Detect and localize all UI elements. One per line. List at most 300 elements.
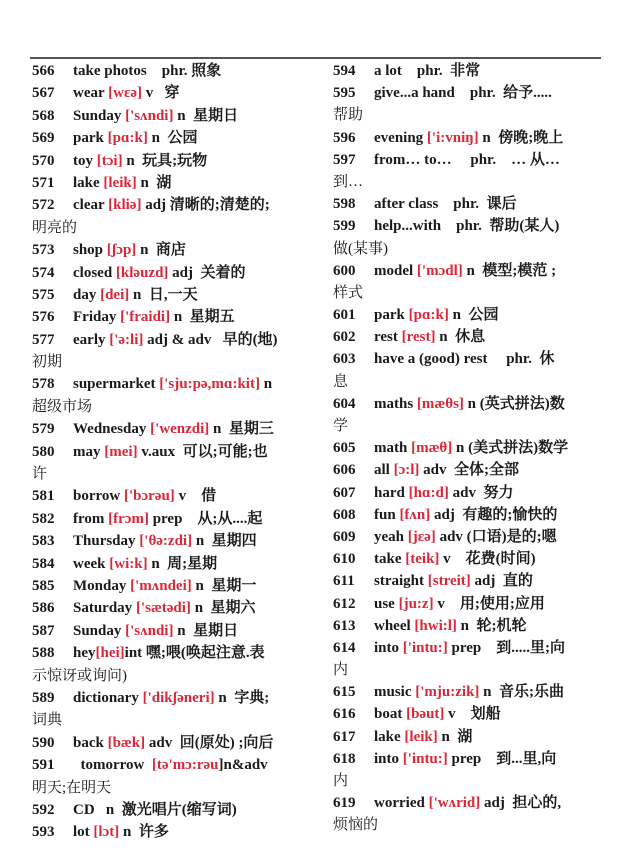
entry-number: 589 bbox=[32, 689, 55, 706]
entry-number: 575 bbox=[32, 286, 55, 303]
vocab-entry bbox=[32, 597, 320, 619]
entry-phonetic: [teik] bbox=[405, 551, 440, 568]
entry-word: fun bbox=[374, 506, 400, 523]
entry-number: 571 bbox=[32, 174, 55, 191]
entry-phonetic: ['intu:] bbox=[402, 750, 448, 767]
entry-phonetic: [hwi:l] bbox=[414, 617, 457, 634]
entry-continuation: 做(某事) bbox=[333, 240, 388, 257]
entry-word: dictionary bbox=[73, 689, 143, 706]
entry-definition: ]n&adv bbox=[218, 757, 268, 774]
entry-definition: v 划船 bbox=[444, 706, 501, 723]
right-column bbox=[333, 60, 605, 837]
entry-continuation: 内 bbox=[333, 773, 349, 789]
vocab-entry bbox=[32, 821, 320, 843]
entry-line bbox=[32, 553, 320, 575]
entry-phonetic: ['mju:zik] bbox=[415, 684, 480, 701]
entry-phonetic: [hɑ:d] bbox=[408, 484, 449, 501]
entry-phonetic: [bəut] bbox=[406, 706, 445, 723]
vocab-entry bbox=[333, 703, 605, 725]
entry-word: Sunday bbox=[73, 622, 126, 639]
entry-number: 613 bbox=[333, 617, 356, 634]
entry-number: 568 bbox=[32, 107, 55, 124]
entry-definition: n 模型;模范 ; bbox=[462, 262, 557, 279]
entry-definition: adj 担心的, bbox=[480, 795, 562, 812]
vocab-entry bbox=[333, 304, 605, 326]
entry-number: 606 bbox=[333, 462, 356, 479]
entry-line bbox=[32, 373, 320, 395]
entry-number: 596 bbox=[333, 129, 356, 146]
entry-line bbox=[333, 593, 605, 615]
entry-number: 583 bbox=[32, 533, 55, 550]
entry-line bbox=[333, 437, 605, 459]
entry-word: yeah bbox=[374, 528, 408, 545]
vocab-entry bbox=[333, 681, 605, 703]
entry-phonetic: [hei] bbox=[95, 645, 125, 662]
entry-number: 593 bbox=[32, 824, 55, 841]
entry-word: toy bbox=[73, 152, 97, 169]
vocab-entry bbox=[32, 642, 320, 687]
entry-number: 598 bbox=[333, 196, 356, 213]
vocab-entry bbox=[32, 754, 320, 799]
vocab-entry bbox=[32, 687, 320, 732]
entry-word: take photos bbox=[73, 63, 147, 79]
entry-phonetic: ['bɔrəu] bbox=[123, 488, 175, 505]
vocab-entry bbox=[32, 262, 320, 284]
entry-definition: n 星期日 bbox=[173, 107, 239, 124]
entry-word: music bbox=[374, 684, 416, 701]
entry-word: hey bbox=[73, 645, 96, 662]
entry-number: 614 bbox=[333, 639, 356, 656]
entry-number: 616 bbox=[333, 706, 356, 723]
entry-line bbox=[32, 732, 320, 754]
entry-word: rest bbox=[374, 329, 402, 346]
entry-phonetic: ['intu:] bbox=[402, 639, 448, 656]
entry-number: 578 bbox=[32, 376, 55, 393]
entry-phonetic: [mæθ] bbox=[411, 440, 453, 457]
entry-phonetic: ['wʌrid] bbox=[428, 795, 481, 812]
entry-word: lake bbox=[73, 174, 104, 191]
entry-number: 612 bbox=[333, 595, 356, 612]
entry-phonetic: ['dikʃəneri] bbox=[142, 689, 215, 706]
entry-line bbox=[32, 262, 320, 284]
entry-word: model bbox=[374, 262, 417, 279]
entry-line bbox=[333, 459, 605, 481]
entry-line bbox=[333, 326, 605, 348]
vocab-entry bbox=[333, 548, 605, 570]
entry-definition: n 星期四 bbox=[192, 533, 257, 550]
entry-word: supermarket bbox=[73, 376, 160, 393]
entry-word: evening bbox=[374, 129, 427, 146]
entry-phonetic: ['fraidi] bbox=[120, 309, 171, 326]
entry-number: 579 bbox=[32, 421, 55, 438]
entry-phonetic: [ɔ:l] bbox=[393, 462, 420, 479]
entry-phonetic: [ju:z] bbox=[398, 595, 434, 612]
entry-word: have a (good) rest bbox=[374, 351, 488, 368]
vocab-entry bbox=[333, 260, 605, 304]
entry-line bbox=[333, 82, 605, 104]
entry-number: 595 bbox=[333, 85, 356, 102]
left-column bbox=[32, 60, 320, 844]
entry-definition: phr. 非常 bbox=[401, 63, 481, 79]
entry-line bbox=[32, 799, 320, 821]
entry-number: 588 bbox=[32, 645, 55, 662]
entry-phonetic: ['sʌndi] bbox=[125, 622, 174, 639]
vocab-entry bbox=[333, 482, 605, 504]
entry-word: take bbox=[374, 551, 406, 568]
vocab-entry bbox=[32, 530, 320, 552]
entry-number: 617 bbox=[333, 728, 356, 745]
entry-word: closed bbox=[73, 264, 116, 281]
entry-word: use bbox=[374, 595, 399, 612]
entry-line bbox=[333, 127, 605, 149]
entry-word: clear bbox=[73, 197, 109, 214]
entry-definition: n 星期三 bbox=[209, 421, 274, 438]
entry-word: from bbox=[73, 510, 109, 527]
vocab-entry bbox=[32, 172, 320, 194]
entry-continuation: 示惊讶或询问) bbox=[32, 667, 127, 684]
entry-line bbox=[32, 82, 320, 104]
entry-definition: n 星期五 bbox=[170, 309, 235, 326]
entry-word: Friday bbox=[73, 309, 121, 326]
entry-definition: adv (口语)是的;嗯 bbox=[435, 528, 557, 545]
entry-definition: n 星期日 bbox=[173, 622, 239, 639]
vocab-entry bbox=[333, 193, 605, 215]
entry-phonetic: [bæk] bbox=[107, 734, 146, 751]
entry-definition: n 周;星期 bbox=[147, 555, 218, 572]
entry-line bbox=[32, 239, 320, 261]
entry-phonetic: [fʌn] bbox=[399, 506, 431, 523]
entry-phonetic: [streit] bbox=[427, 573, 471, 590]
entry-number: 619 bbox=[333, 795, 356, 812]
entry-line bbox=[32, 306, 320, 328]
vocab-entry bbox=[32, 239, 320, 261]
entry-line bbox=[32, 642, 320, 664]
vocab-entry bbox=[32, 485, 320, 507]
entry-phonetic: [dei] bbox=[100, 286, 130, 303]
entry-word: hard bbox=[374, 484, 409, 501]
entry-definition: n 商店 bbox=[136, 242, 186, 259]
vocab-entry bbox=[333, 215, 605, 259]
entry-phonetic: ['mɔdl] bbox=[416, 262, 463, 279]
vocab-entry bbox=[333, 437, 605, 459]
entry-number: 585 bbox=[32, 577, 55, 594]
vocab-entry bbox=[32, 284, 320, 306]
entry-line bbox=[333, 348, 605, 370]
entry-line bbox=[333, 149, 605, 171]
entry-continuation: 息 bbox=[333, 373, 349, 390]
entry-number: 603 bbox=[333, 351, 356, 368]
entry-number: 604 bbox=[333, 395, 356, 412]
entry-definition: adj 有趣的;愉快的 bbox=[430, 506, 558, 523]
entry-phonetic: ['θə:zdi] bbox=[139, 533, 193, 550]
entry-definition: n (英式拼法)数 bbox=[463, 395, 565, 412]
vocab-entry bbox=[32, 441, 320, 486]
entry-phonetic: [lɔt] bbox=[93, 824, 120, 841]
entry-word: Sunday bbox=[73, 107, 126, 124]
entry-number: 592 bbox=[32, 801, 55, 818]
entry-continuation: 烦恼的 bbox=[333, 817, 379, 834]
entry-phonetic: [wɛə] bbox=[108, 85, 143, 102]
entry-number: 607 bbox=[333, 484, 356, 501]
entry-continuation: 明亮的 bbox=[32, 219, 78, 236]
entry-line bbox=[32, 441, 320, 463]
entry-definition: adv 回(原处) ;向后 bbox=[145, 734, 274, 751]
entry-definition: int 嘿;喂(唤起注意.表 bbox=[124, 645, 265, 662]
entry-line bbox=[32, 821, 320, 843]
entry-word: from… to… bbox=[374, 151, 452, 168]
entry-number: 570 bbox=[32, 152, 55, 169]
entry-line bbox=[32, 597, 320, 619]
vocab-entry bbox=[333, 637, 605, 681]
entry-line bbox=[32, 194, 320, 216]
entry-definition: phr. 帮助(某人) bbox=[441, 218, 560, 235]
vocab-entry bbox=[32, 418, 320, 440]
entry-definition: n bbox=[259, 376, 273, 393]
entry-line bbox=[32, 754, 320, 776]
entry-definition: v.aux 可以;可能;也 bbox=[137, 443, 268, 460]
vocab-entry bbox=[32, 329, 320, 374]
entry-continuation: 到… bbox=[333, 173, 364, 190]
vocab-entry bbox=[32, 194, 320, 239]
entry-line bbox=[333, 548, 605, 570]
entry-phonetic: [pɑ:k] bbox=[408, 307, 449, 324]
entry-line bbox=[32, 329, 320, 351]
entry-word: give...a hand bbox=[374, 85, 455, 102]
entry-line bbox=[333, 526, 605, 548]
entry-word: math bbox=[374, 440, 412, 457]
entry-number: 567 bbox=[32, 85, 55, 102]
vocab-entry bbox=[32, 553, 320, 575]
entry-line bbox=[32, 485, 320, 507]
entry-word: maths bbox=[374, 395, 417, 412]
vocab-entry bbox=[32, 373, 320, 418]
entry-line bbox=[333, 482, 605, 504]
entry-definition: n 字典; bbox=[214, 689, 270, 706]
vocab-entry bbox=[32, 508, 320, 530]
entry-definition: phr. 休 bbox=[487, 351, 555, 368]
vocab-entry bbox=[333, 615, 605, 637]
entry-phonetic: ['sʌndi] bbox=[125, 107, 174, 124]
vocab-entry bbox=[32, 60, 320, 82]
entry-number: 599 bbox=[333, 218, 356, 235]
entry-line bbox=[32, 150, 320, 172]
entry-phonetic: [tə'mɔ:rəu bbox=[151, 757, 219, 774]
entry-number: 618 bbox=[333, 750, 356, 767]
vocab-entry bbox=[32, 620, 320, 642]
entry-definition: n 湖 bbox=[136, 174, 172, 191]
entry-definition: adj & adv 早的(地) bbox=[143, 331, 278, 348]
entry-line bbox=[333, 637, 605, 659]
entry-word: week bbox=[73, 555, 110, 572]
vocab-entry bbox=[333, 326, 605, 348]
entry-word: worried bbox=[374, 795, 429, 812]
vocab-entry bbox=[32, 575, 320, 597]
entry-line bbox=[32, 620, 320, 642]
entry-number: 594 bbox=[333, 63, 356, 79]
entry-number: 584 bbox=[32, 555, 55, 572]
vocab-entry bbox=[333, 393, 605, 437]
entry-line bbox=[32, 172, 320, 194]
entry-phonetic: ['wenzdi] bbox=[150, 421, 210, 438]
entry-line bbox=[32, 284, 320, 306]
entry-line bbox=[32, 418, 320, 440]
entry-phonetic: [kliə] bbox=[108, 197, 142, 214]
entry-definition: n 玩具;玩物 bbox=[122, 152, 208, 169]
vocab-entry bbox=[32, 105, 320, 127]
entry-number: 615 bbox=[333, 684, 356, 701]
entry-word: help...with bbox=[374, 218, 442, 235]
entry-continuation: 内 bbox=[333, 662, 349, 679]
entry-line bbox=[333, 681, 605, 703]
entry-number: 577 bbox=[32, 331, 55, 348]
entry-number: 581 bbox=[32, 488, 55, 505]
entry-line bbox=[333, 726, 605, 748]
entry-number: 572 bbox=[32, 197, 55, 214]
entry-definition: v 用;使用;应用 bbox=[433, 595, 545, 612]
entry-word: into bbox=[374, 750, 403, 767]
entry-word: park bbox=[374, 307, 409, 324]
entry-line bbox=[333, 703, 605, 725]
entry-definition: n 轮;机轮 bbox=[456, 617, 527, 634]
entry-number: 601 bbox=[333, 307, 356, 324]
entry-phonetic: ['sætədi] bbox=[135, 600, 191, 617]
entry-word: boat bbox=[374, 706, 407, 723]
entry-phonetic: [frɔm] bbox=[108, 510, 149, 527]
vocab-entry bbox=[333, 570, 605, 592]
vocab-entry bbox=[333, 127, 605, 149]
entry-continuation: 帮助 bbox=[333, 107, 364, 124]
entry-number: 582 bbox=[32, 510, 55, 527]
vocab-entry bbox=[333, 504, 605, 526]
vocab-entry bbox=[333, 748, 605, 792]
entry-word: Wednesday bbox=[73, 421, 151, 438]
vocab-entry bbox=[333, 60, 605, 82]
entry-definition: v 穿 bbox=[142, 85, 180, 102]
entry-line bbox=[333, 393, 605, 415]
entry-word: a lot bbox=[374, 63, 402, 79]
entry-definition: v 借 bbox=[174, 488, 217, 505]
entry-word: tomorrow bbox=[73, 757, 152, 774]
entry-definition: n 湖 bbox=[437, 728, 473, 745]
entry-definition: n 公园 bbox=[448, 307, 499, 324]
entry-number: 586 bbox=[32, 600, 55, 617]
entry-continuation: 样式 bbox=[333, 284, 364, 301]
entry-number: 566 bbox=[32, 63, 55, 79]
entry-definition: prep 从;从....起 bbox=[148, 510, 263, 527]
entry-phonetic: [pɑ:k] bbox=[107, 130, 148, 147]
entry-number: 611 bbox=[333, 573, 355, 590]
entry-line bbox=[32, 60, 320, 82]
vocab-entry bbox=[32, 732, 320, 754]
entry-word: into bbox=[374, 639, 403, 656]
entry-number: 587 bbox=[32, 622, 55, 639]
vocab-entry bbox=[32, 799, 320, 821]
entry-phonetic: [tɔi] bbox=[96, 152, 123, 169]
entry-phonetic: [ʃɔp] bbox=[106, 242, 137, 259]
entry-phonetic: [mæθs] bbox=[416, 395, 464, 412]
entry-line bbox=[333, 570, 605, 592]
vocab-entry bbox=[333, 792, 605, 836]
entry-number: 573 bbox=[32, 242, 55, 259]
entry-definition: phr. 给予..... bbox=[454, 85, 552, 102]
entry-phonetic: ['i:vniŋ] bbox=[426, 129, 479, 146]
entry-definition: n 星期六 bbox=[190, 600, 256, 617]
entry-definition: n 傍晚;晚上 bbox=[478, 129, 564, 146]
entry-definition: adj 直的 bbox=[470, 573, 533, 590]
entry-definition: prep 到...里,向 bbox=[447, 750, 557, 767]
entry-word: straight bbox=[374, 573, 428, 590]
entry-line bbox=[333, 193, 605, 215]
entry-phonetic: [leik] bbox=[404, 728, 438, 745]
entry-definition: n 日,一天 bbox=[129, 286, 198, 303]
entry-phonetic: [jɛə] bbox=[407, 528, 436, 545]
vocab-entry bbox=[32, 82, 320, 104]
entry-definition: n 许多 bbox=[119, 824, 169, 841]
entry-word: day bbox=[73, 286, 101, 303]
entry-number: 591 bbox=[32, 757, 55, 774]
entry-word: may bbox=[73, 443, 105, 460]
entry-definition: n 星期一 bbox=[191, 577, 257, 594]
entry-word: Saturday bbox=[73, 600, 136, 617]
entry-number: 600 bbox=[333, 262, 356, 279]
vocab-entry bbox=[333, 526, 605, 548]
entry-line bbox=[333, 792, 605, 814]
entry-continuation: 明天;在明天 bbox=[32, 779, 112, 796]
entry-definition: adj 关着的 bbox=[168, 264, 246, 281]
entry-continuation: 许 bbox=[32, 466, 48, 483]
entry-word: back bbox=[73, 734, 108, 751]
entry-word: lot bbox=[73, 824, 94, 841]
entry-continuation: 初期 bbox=[32, 354, 63, 371]
entry-number: 605 bbox=[333, 440, 356, 457]
entry-line bbox=[32, 127, 320, 149]
entry-word: park bbox=[73, 130, 108, 147]
entry-line bbox=[32, 508, 320, 530]
entry-word: wheel bbox=[374, 617, 415, 634]
entry-definition: prep 到.....里;向 bbox=[447, 639, 565, 656]
entry-word: all bbox=[374, 462, 394, 479]
entry-definition: n 休息 bbox=[435, 329, 486, 346]
entry-definition: 激光唱片(缩写词) bbox=[118, 801, 237, 818]
entry-line bbox=[32, 575, 320, 597]
vocab-entry bbox=[32, 127, 320, 149]
entry-number: 608 bbox=[333, 506, 356, 523]
entry-definition: adv 全体;全部 bbox=[419, 462, 519, 479]
entry-line bbox=[333, 60, 605, 82]
entry-number: 610 bbox=[333, 551, 356, 568]
entry-number: 580 bbox=[32, 443, 55, 460]
entry-line bbox=[32, 687, 320, 709]
entry-line bbox=[333, 260, 605, 282]
entry-continuation: 超级市场 bbox=[32, 398, 93, 415]
vocab-entry bbox=[333, 726, 605, 748]
entry-line bbox=[333, 215, 605, 237]
vocab-entry bbox=[333, 348, 605, 392]
entry-definition: v 花费(时间) bbox=[439, 551, 536, 568]
entry-phonetic: [kləuzd] bbox=[115, 264, 169, 281]
entry-line bbox=[333, 615, 605, 637]
entry-definition: adj 清晰的;清楚的; bbox=[141, 197, 270, 214]
entry-phonetic: [leik] bbox=[103, 174, 137, 191]
top-rule bbox=[30, 57, 601, 59]
vocab-entry bbox=[32, 150, 320, 172]
entry-line bbox=[32, 105, 320, 127]
entry-definition: phr. … 从… bbox=[451, 151, 560, 168]
entry-number: 597 bbox=[333, 151, 356, 168]
vocab-entry bbox=[333, 149, 605, 193]
entry-word: borrow bbox=[73, 488, 124, 505]
entry-number: 569 bbox=[32, 130, 55, 147]
